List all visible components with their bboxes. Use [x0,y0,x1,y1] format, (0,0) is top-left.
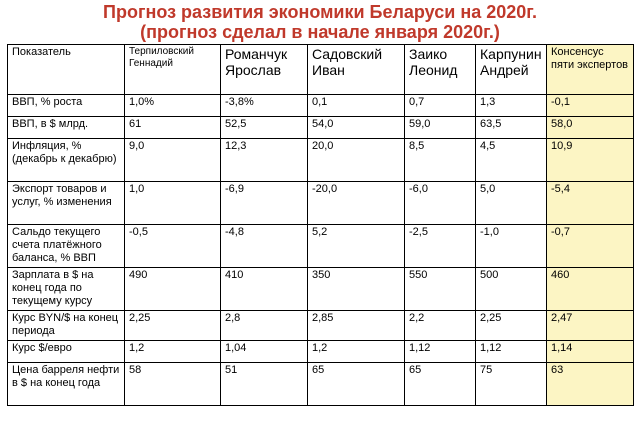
cell-value: 0,7 [405,95,476,117]
cell-value: 1,0 [125,182,221,225]
header-expert-terpilovsky: Терпиловский Геннадий [125,45,221,95]
cell-value: 59,0 [405,117,476,139]
cell-value: 65 [405,363,476,406]
title-line-1: Прогноз развития экономики Беларуси на 2020г. [103,2,537,22]
cell-value: 2,25 [476,311,547,341]
cell-value: 9,0 [125,139,221,182]
table-row [8,182,634,225]
cell-value: 2,85 [308,311,405,341]
row-indicator: ВВП, в $ млрд. [8,117,125,139]
row-indicator: Сальдо текущего счета платёжного баланса, % ВВП [8,225,125,268]
row-indicator: Курс BYN/$ на конец периода [8,311,125,341]
cell-value: -2,5 [405,225,476,268]
cell-value: 550 [405,268,476,311]
cell-value: 410 [221,268,308,311]
cell-value: 54,0 [308,117,405,139]
cell-value: 63,5 [476,117,547,139]
cell-consensus: -0,1 [547,95,634,117]
cell-consensus: 1,14 [547,341,634,363]
table-row [8,117,634,139]
forecast-table [7,44,634,406]
cell-consensus: -5,4 [547,182,634,225]
header-consensus: Консенсус пяти экспертов [547,45,634,95]
page-title [0,2,640,42]
cell-value: -4,8 [221,225,308,268]
cell-value: 1,0% [125,95,221,117]
header-expert-sadovsky: Садовский Иван [308,45,405,95]
cell-value: 490 [125,268,221,311]
row-indicator: Зарплата в $ на конец года по текущему курсу [8,268,125,311]
header-expert-romanchuk: Романчук Ярослав [221,45,308,95]
cell-value: 58 [125,363,221,406]
cell-value: 2,8 [221,311,308,341]
row-indicator: Экспорт товаров и услуг, % изменения [8,182,125,225]
cell-value: 12,3 [221,139,308,182]
cell-value: 1,3 [476,95,547,117]
cell-value: 52,5 [221,117,308,139]
cell-value: 350 [308,268,405,311]
row-indicator: ВВП, % роста [8,95,125,117]
cell-value: 0,1 [308,95,405,117]
table-row [8,268,634,311]
cell-value: 1,2 [308,341,405,363]
table-row [8,225,634,268]
cell-value: 8,5 [405,139,476,182]
cell-value: 5,0 [476,182,547,225]
row-indicator: Курс $/евро [8,341,125,363]
row-indicator: Инфляция, % (декабрь к декабрю) [8,139,125,182]
table-row [8,363,634,406]
table-header-row [8,45,634,95]
cell-value: -6,9 [221,182,308,225]
cell-consensus: 460 [547,268,634,311]
table-row [8,311,634,341]
cell-value: -0,5 [125,225,221,268]
cell-value: 1,12 [405,341,476,363]
cell-value: -20,0 [308,182,405,225]
cell-value: 20,0 [308,139,405,182]
table-row [8,341,634,363]
cell-value: 51 [221,363,308,406]
cell-value: 500 [476,268,547,311]
cell-consensus: 63 [547,363,634,406]
cell-consensus: 2,47 [547,311,634,341]
cell-value: 1,2 [125,341,221,363]
table-row [8,95,634,117]
row-indicator: Цена барреля нефти в $ на конец года [8,363,125,406]
cell-value: 2,25 [125,311,221,341]
cell-value: -1,0 [476,225,547,268]
title-line-2: (прогноз сделал в начале января 2020г.) [140,22,500,42]
cell-consensus: 10,9 [547,139,634,182]
header-expert-karpunin: Карпунин Андрей [476,45,547,95]
cell-value: 2,2 [405,311,476,341]
cell-value: -3,8% [221,95,308,117]
cell-consensus: 58,0 [547,117,634,139]
cell-consensus: -0,7 [547,225,634,268]
cell-value: 61 [125,117,221,139]
table-row [8,139,634,182]
cell-value: 1,04 [221,341,308,363]
cell-value: 75 [476,363,547,406]
cell-value: -6,0 [405,182,476,225]
cell-value: 5,2 [308,225,405,268]
header-expert-zaiko: Заико Леонид [405,45,476,95]
cell-value: 65 [308,363,405,406]
cell-value: 4,5 [476,139,547,182]
header-indicator: Показатель [8,45,125,95]
cell-value: 1,12 [476,341,547,363]
